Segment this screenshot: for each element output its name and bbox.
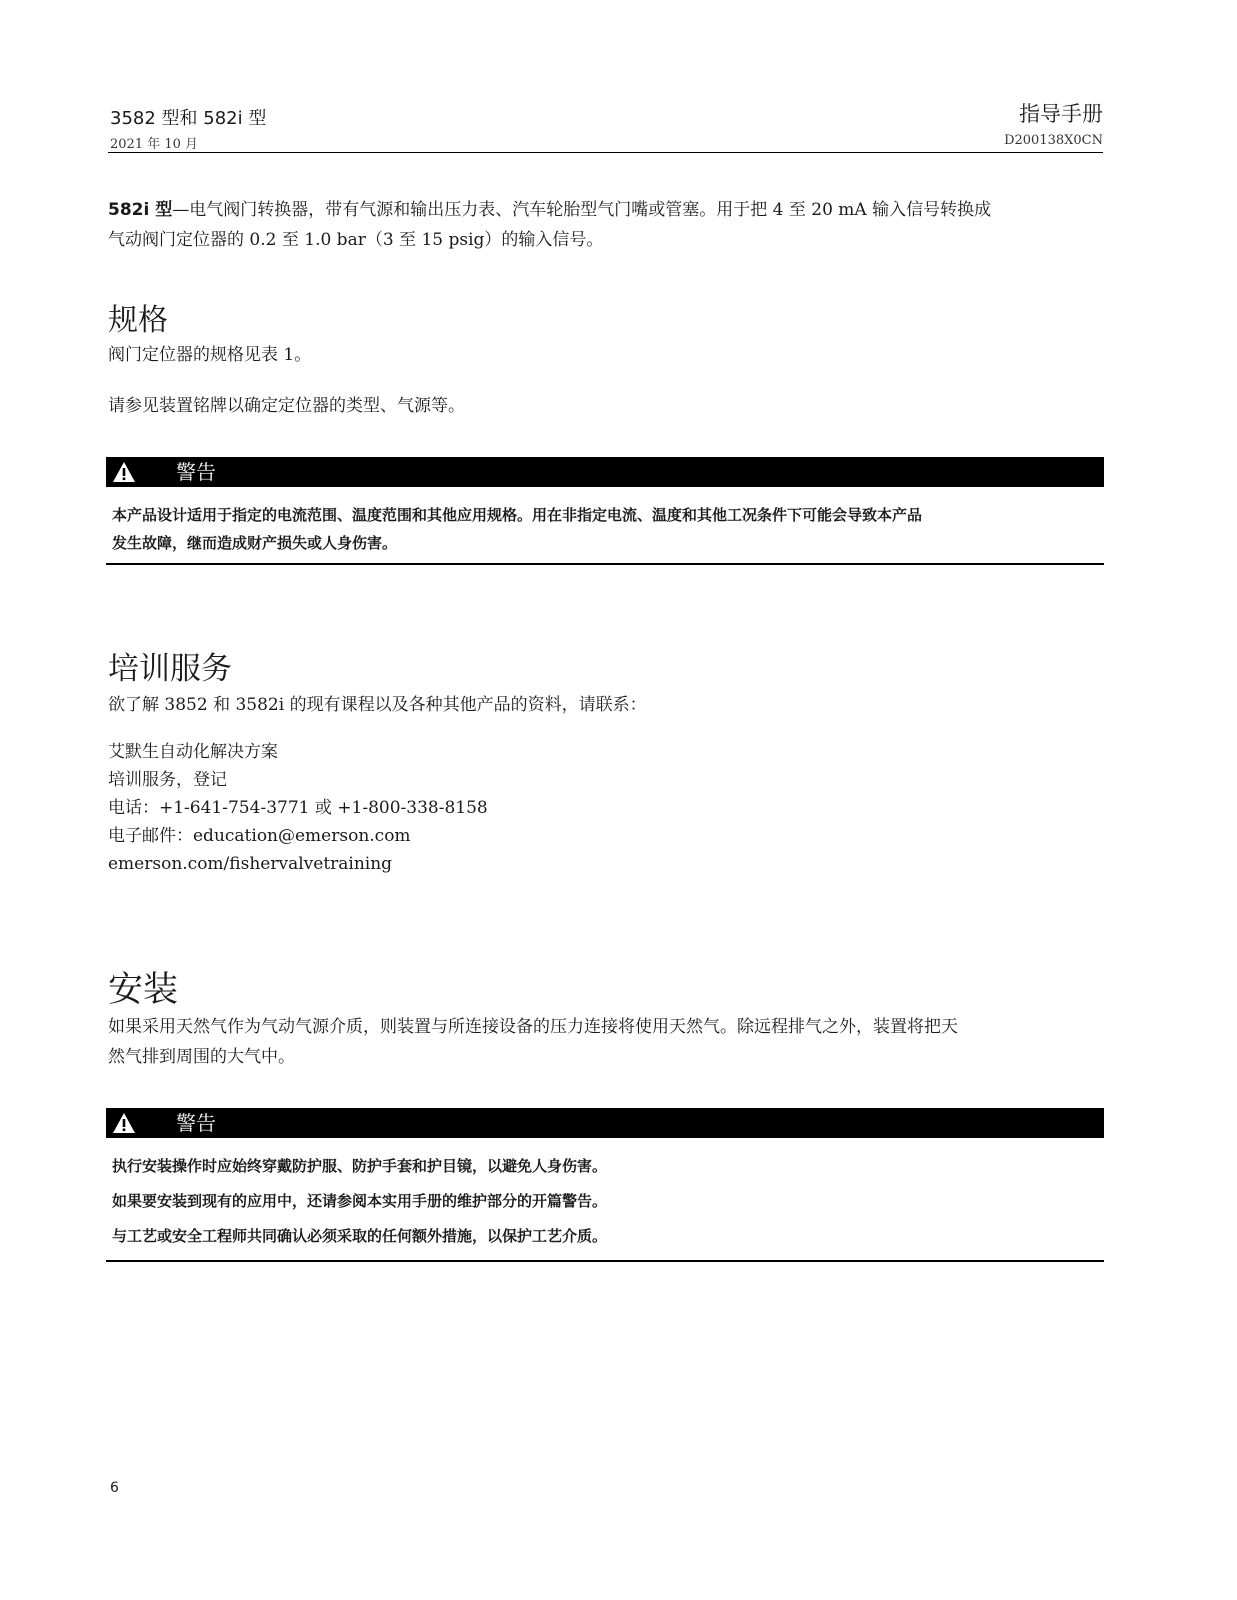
warning-header-bar — [106, 457, 1104, 487]
warning-header-bar — [106, 1108, 1104, 1138]
warning-bottom-rule — [106, 1260, 1104, 1262]
contact-phone: 电话：+1-641-754-3771 或 +1-800-338-8158 — [108, 798, 488, 818]
intro-line-1-text: —电气阀门转换器，带有气源和输出压力表、汽车轮胎型气门嘴或管塞。用于把 4 至 20 mA 输入信号转换成 — [172, 200, 992, 220]
warning-text-line-1: 本产品设计适用于指定的电流范围、温度范围和其他应用规格。用在非指定电流、温度和其他工况条件下可能会导致本产品 — [112, 506, 923, 524]
warning-bottom-rule — [106, 563, 1104, 565]
warning-label: 警告 — [176, 1111, 216, 1135]
warning-item-3: 与工艺或安全工程师共同确认必须采取的任何额外措施，以保护工艺介质。 — [112, 1227, 608, 1245]
manual-type-title: 指导手册 — [1019, 102, 1103, 126]
contact-department: 培训服务，登记 — [108, 770, 227, 790]
specs-paragraph-2: 请参见装置铭牌以确定定位器的类型、气源等。 — [108, 396, 465, 416]
installation-paragraph — [108, 1012, 1103, 1072]
training-contact-block — [108, 738, 488, 878]
installation-warning-box — [106, 1108, 1104, 1262]
document-model-title: 3582 型和 582i 型 — [110, 108, 267, 129]
header-divider — [108, 152, 1103, 153]
specs-warning-box — [106, 457, 1104, 565]
page-number: 6 — [110, 1480, 119, 1496]
installation-line-2: 然气排到周围的大气中。 — [108, 1047, 295, 1067]
warning-triangle-icon — [112, 1112, 136, 1134]
warning-triangle-icon — [112, 461, 136, 483]
warning-text-line-2: 发生故障，继而造成财产损失或人身伤害。 — [112, 534, 398, 552]
warning-item-2: 如果要安装到现有的应用中，还请参阅本实用手册的维护部分的开篇警告。 — [112, 1192, 608, 1210]
installation-line-1: 如果采用天然气作为气动气源介质，则装置与所连接设备的压力连接将使用天然气。除远程排气之外，装置将把天 — [108, 1017, 958, 1037]
intro-line-1 — [108, 195, 1103, 225]
specs-paragraph-1: 阀门定位器的规格见表 1。 — [108, 345, 312, 365]
warning-body — [106, 1138, 1104, 1250]
training-intro: 欲了解 3852 和 3582i 的现有课程以及各种其他产品的资料，请联系： — [108, 695, 647, 715]
section-heading-specs: 规格 — [108, 303, 168, 338]
document-date: 2021 年 10 月 — [110, 137, 199, 152]
intro-paragraph — [108, 195, 1103, 255]
warning-item-1: 执行安装操作时应始终穿戴防护服、防护手套和护目镜，以避免人身伤害。 — [112, 1157, 608, 1175]
intro-line-2: 气动阀门定位器的 0.2 至 1.0 bar（3 至 15 psig）的输入信号。 — [108, 230, 604, 250]
warning-label: 警告 — [176, 460, 216, 484]
contact-company: 艾默生自动化解决方案 — [108, 742, 278, 762]
section-heading-installation: 安装 — [108, 970, 179, 1010]
warning-body — [106, 487, 1104, 557]
document-number: D200138X0CN — [1004, 133, 1103, 148]
intro-lead: 582i 型 — [108, 200, 173, 220]
section-heading-training: 培训服务 — [108, 651, 232, 687]
contact-email: 电子邮件：education@emerson.com — [108, 826, 411, 846]
contact-website: emerson.com/fishervalvetraining — [108, 854, 393, 874]
